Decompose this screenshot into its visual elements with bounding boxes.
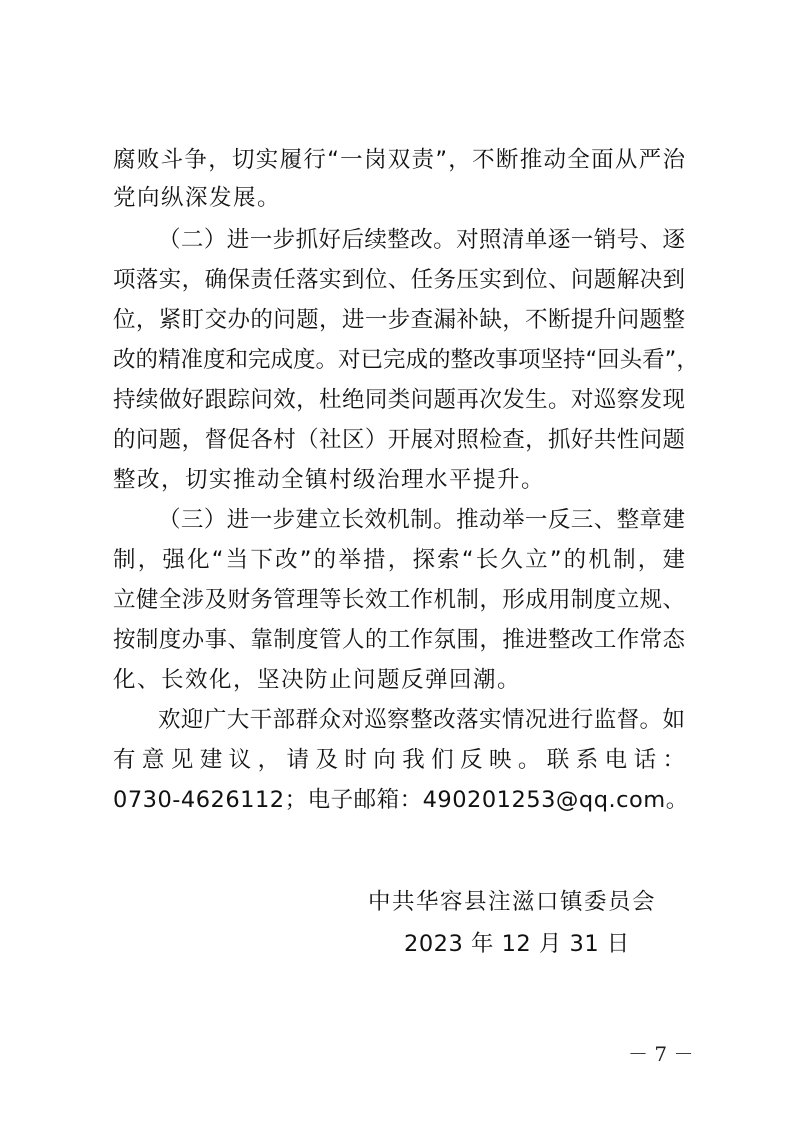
body-line: 改的精准度和完成度。对已完成的整改事项坚持“回头看”， <box>113 347 699 373</box>
body-line: 持续做好跟踪问效，杜绝同类问题再次发生。对巡察发现 <box>113 387 685 413</box>
body-line: 整改，切实推动全镇村级治理水平提升。 <box>113 467 546 493</box>
body-line: 党向纵深发展。 <box>113 185 282 211</box>
contact-line: 有意见建议，请及时向我们反映。联系电话： <box>113 747 685 773</box>
contact-details-line: 0730-4626112；电子邮箱：490201253@qq.com。 <box>113 787 689 813</box>
body-line: 项落实，确保责任落实到位、任务压实到位、问题解决到 <box>113 267 685 293</box>
signature-organization: 中共华容县注滋口镇委员会 <box>368 889 657 915</box>
page-number: － 7 － <box>628 1042 694 1066</box>
closing-paragraph-line: 欢迎广大干部群众对巡察整改落实情况进行监督。如 <box>158 707 685 733</box>
body-line: 按制度办事、靠制度管人的工作氛围，推进整改工作常态 <box>113 627 685 653</box>
section-heading-line: （三）进一步建立长效机制。推动举一反三、整章建 <box>158 507 685 533</box>
body-line: 腐败斗争，切实履行“一岗双责”，不断推动全面从严治 <box>113 147 685 173</box>
body-line: 位，紧盯交办的问题，进一步查漏补缺，不断提升问题整 <box>113 307 685 333</box>
section-heading-line: （二）进一步抓好后续整改。对照清单逐一销号、逐 <box>158 227 685 253</box>
body-line: 立健全涉及财务管理等长效工作机制，形成用制度立规、 <box>113 587 685 613</box>
body-line: 制，强化“当下改”的举措，探索“长久立”的机制，建 <box>113 547 685 573</box>
body-line: 化、长效化，坚决防止问题反弹回潮。 <box>113 667 522 693</box>
signature-date: 2023 年 12 月 31 日 <box>404 931 630 957</box>
body-line: 的问题，督促各村（社区）开展对照检查，抓好共性问题 <box>113 427 685 453</box>
